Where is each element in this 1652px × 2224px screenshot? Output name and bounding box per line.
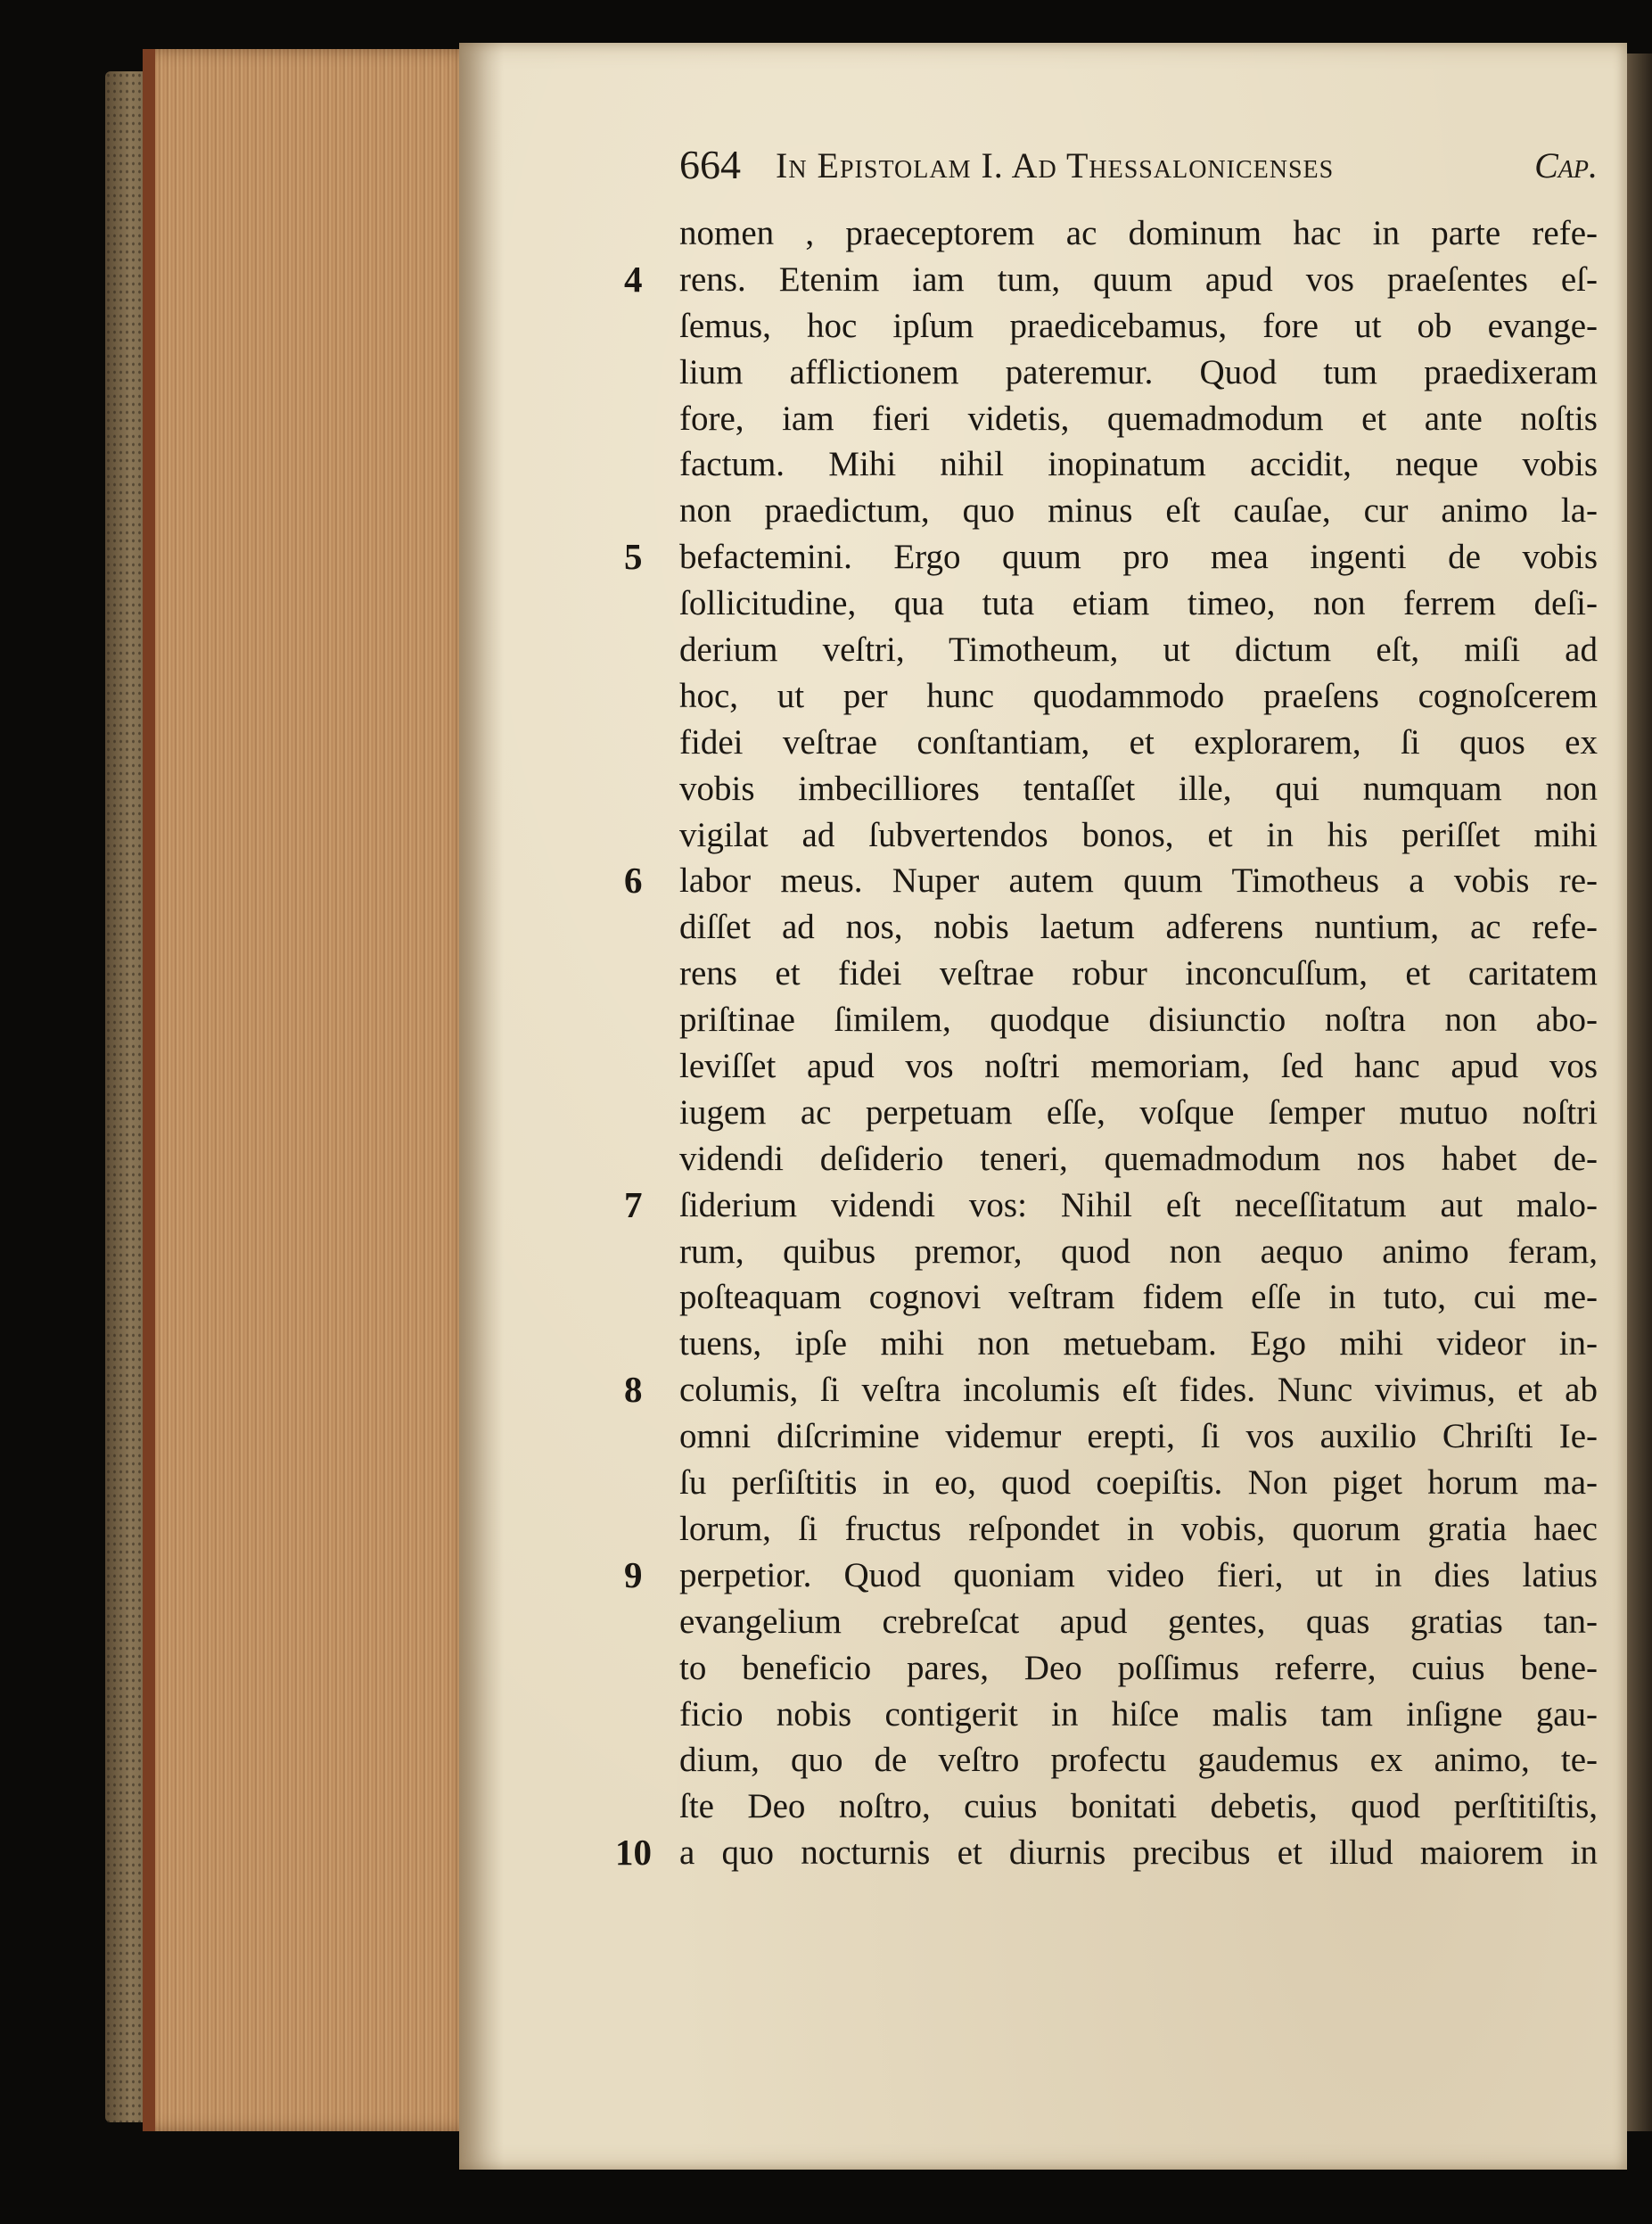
text-line bbox=[679, 1043, 1598, 1090]
line-text: videndi deſiderio teneri, quemadmodum nos habet de- bbox=[679, 1139, 1598, 1178]
text-line bbox=[679, 904, 1598, 951]
line-text: vigilat ad ſubvertendos bonos, et in his periſſet mihi bbox=[679, 815, 1598, 854]
text-line bbox=[679, 303, 1598, 350]
text-line bbox=[679, 766, 1598, 812]
text-line bbox=[679, 396, 1598, 442]
text-line bbox=[624, 1182, 1598, 1229]
line-text: ficio nobis contigerit in hiſce malis tam inſigne gau- bbox=[679, 1694, 1598, 1734]
text-line bbox=[679, 1413, 1598, 1460]
line-text: ſollicitudine, qua tuta etiam timeo, non ferrem deſi- bbox=[679, 584, 1598, 623]
line-text: poſteaquam cognovi veſtram fidem eſſe in tuto, cui me- bbox=[679, 1278, 1598, 1317]
running-title: In Epistolam I. Ad Thessalonicenses bbox=[776, 145, 1335, 185]
line-text: diſſet ad nos, nobis laetum adferens nuntium, ac refe- bbox=[679, 908, 1598, 947]
text-line bbox=[679, 997, 1598, 1043]
page-block-edge bbox=[143, 49, 476, 2131]
text-line bbox=[679, 441, 1598, 488]
line-text: rum, quibus premor, quod non aequo animo feram, bbox=[679, 1231, 1598, 1271]
line-text: derium veſtri, Timotheum, ut dictum eſt, miſi ad bbox=[679, 630, 1598, 670]
text-line bbox=[679, 350, 1598, 396]
line-text: rens. Etenim iam tum, quum apud vos praeſentes eſ- bbox=[679, 259, 1598, 299]
line-text: priſtinae ſimilem, quodque disiunctio noſtra non abo- bbox=[679, 1001, 1598, 1040]
line-text: hoc, ut per hunc quodammodo praeſens cognoſcerem bbox=[679, 676, 1598, 715]
line-text: befactemini. Ergo quum pro mea ingenti de vobis bbox=[679, 538, 1598, 577]
text-line bbox=[679, 1506, 1598, 1553]
gutter-shadow bbox=[459, 43, 504, 2170]
line-text: factum. Mihi nihil inopinatum accidit, neque vobis bbox=[679, 445, 1598, 484]
text-line bbox=[624, 858, 1598, 904]
text-line bbox=[679, 1783, 1598, 1830]
line-text: labor meus. Nuper autem quum Timotheus a vobis re- bbox=[679, 861, 1598, 901]
text-line bbox=[679, 581, 1598, 627]
line-text: lorum, ſi fructus reſpondet in vobis, quorum gratia haec bbox=[679, 1509, 1598, 1548]
line-text: evangelium crebreſcat apud gentes, quas gratias tan- bbox=[679, 1602, 1598, 1641]
line-text: ſemus, hoc ipſum praedicebamus, fore ut ob evange- bbox=[679, 306, 1598, 345]
verse-number: 5 bbox=[624, 536, 643, 578]
text-line bbox=[679, 488, 1598, 534]
text-line bbox=[624, 534, 1598, 581]
text-line bbox=[679, 720, 1598, 766]
text-line bbox=[679, 1460, 1598, 1506]
chapter-label: Cap. bbox=[1534, 145, 1598, 185]
running-head bbox=[679, 141, 1598, 194]
line-text: dium, quo de veſtro profectu gaudemus ex animo, te- bbox=[679, 1741, 1598, 1780]
line-text: leviſſet apud vos noſtri memoriam, ſed hanc apud vos bbox=[679, 1047, 1598, 1086]
verse-number: 10 bbox=[615, 1832, 652, 1874]
line-text: iugem ac perpetuam eſſe, voſque ſemper mutuo noſtri bbox=[679, 1092, 1598, 1132]
text-line bbox=[679, 1321, 1598, 1367]
verse-number: 7 bbox=[624, 1183, 643, 1225]
line-text: nomen , praeceptorem ac dominum hac in parte refe- bbox=[679, 214, 1598, 252]
verse-number: 9 bbox=[624, 1553, 643, 1595]
line-text: lium afflictionem pateremur. Quod tum praedixeram bbox=[679, 352, 1598, 391]
line-text: ſu perſiſtitis in eo, quod coepiſtis. Non piget horum ma- bbox=[679, 1463, 1598, 1503]
verse-number: 8 bbox=[624, 1369, 643, 1411]
text-line bbox=[679, 673, 1598, 720]
text-line bbox=[679, 1737, 1598, 1783]
line-text: ſiderium videndi vos: Nihil eſt neceſſitatum aut malo- bbox=[679, 1185, 1598, 1224]
text-line bbox=[679, 1599, 1598, 1645]
line-text: ſte Deo noſtro, cuius bonitati debetis, quod perſtitiſtis, bbox=[679, 1787, 1598, 1826]
line-text: a quo nocturnis et diurnis precibus et illud maiorem in bbox=[679, 1833, 1598, 1873]
text-line bbox=[679, 1692, 1598, 1738]
line-text: to beneficio pares, Deo poſſimus referre, cuius bene- bbox=[679, 1648, 1598, 1687]
text-line bbox=[679, 1229, 1598, 1275]
text-line bbox=[624, 1367, 1598, 1413]
line-text: vobis imbecilliores tentaſſet ille, qui numquam non bbox=[679, 769, 1598, 808]
line-text: rens et fidei veſtrae robur inconcuſſum, et caritatem bbox=[679, 954, 1598, 993]
text-line bbox=[679, 1136, 1598, 1182]
line-text: omni diſcrimine videmur erepti, ſi vos auxilio Chriſti Ie- bbox=[679, 1417, 1598, 1456]
text-line bbox=[679, 627, 1598, 673]
verse-number: 6 bbox=[624, 860, 643, 902]
text-line bbox=[679, 210, 1598, 257]
text-line bbox=[679, 1090, 1598, 1136]
line-text: tuens, ipſe mihi non metuebam. Ego mihi videor in- bbox=[679, 1324, 1598, 1363]
text-body bbox=[615, 210, 1598, 1876]
text-line bbox=[679, 1274, 1598, 1321]
line-text: columis, ſi veſtra incolumis eſt fides. Nunc vivimus, et ab bbox=[679, 1371, 1598, 1410]
verse-number: 4 bbox=[624, 258, 643, 300]
text-line bbox=[679, 951, 1598, 997]
text-line bbox=[624, 257, 1598, 303]
line-text: perpetior. Quod quoniam video fieri, ut in dies latius bbox=[679, 1555, 1598, 1594]
text-line bbox=[679, 1645, 1598, 1692]
text-line bbox=[624, 1553, 1598, 1599]
page-number: 664 bbox=[679, 142, 741, 187]
line-text: non praedictum, quo minus eſt cauſae, cur animo la- bbox=[679, 491, 1598, 531]
line-text: fidei veſtrae conſtantiam, et explorarem, ſi quos ex bbox=[679, 722, 1598, 762]
text-line bbox=[615, 1830, 1598, 1876]
text-line bbox=[679, 812, 1598, 859]
line-text: fore, iam fieri videtis, quemadmodum et ante noſtis bbox=[679, 399, 1598, 438]
